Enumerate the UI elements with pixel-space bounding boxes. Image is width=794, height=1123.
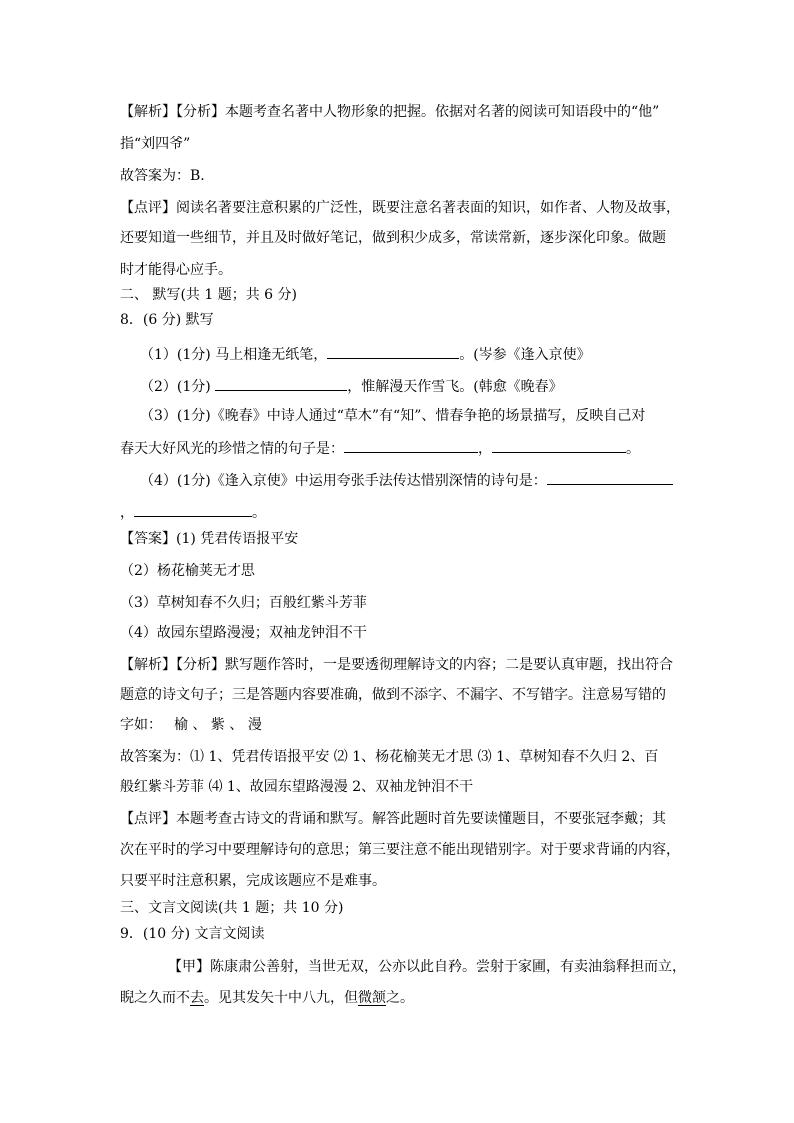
passage-part-2: 。见其发矢十中八九，但	[204, 990, 358, 1006]
question-8-item-3-line-1: （3）(1分)《晚春》中诗人通过“草木”有“知”、惜春争艳的场景描写，反映自己对	[140, 408, 646, 424]
underlined-word-qu: 去	[190, 990, 204, 1006]
question-9-title: 9．(10 分) 文言文阅读	[120, 926, 265, 942]
answer-7-label: 故答案为：	[120, 168, 190, 184]
item-1-blank[interactable]	[327, 342, 459, 359]
item-4-blank-1[interactable]	[547, 468, 673, 485]
question-8-item-4-line-1	[140, 468, 673, 491]
comment-8-line-3: 只要平时注意积累，完成该题应不是难事。	[120, 873, 386, 889]
answer-7	[120, 166, 205, 186]
item-4-prefix: （4）(1分)《逢入京使》中运用夸张手法传达惜别深情的诗句是：	[140, 473, 547, 489]
item-3-blank-2[interactable]	[492, 436, 626, 453]
answer-8-line-2: （2）杨花榆荚无才思	[120, 563, 255, 579]
item-4-blank-2[interactable]	[134, 500, 252, 517]
answer-summary-8-line-1: 故答案为：⑴ 1、凭君传语报平安 ⑵ 1、杨花榆荚无才思 ⑶ 1、草树知春不久归 2、百	[120, 749, 659, 765]
analysis-8-line-1: 【解析】【分析】默写题作答时，一是要透彻理解诗文的内容；二是要认真审题，找出符合	[120, 657, 673, 673]
passage-part-3: 之。	[386, 990, 414, 1006]
item-4-suffix: 。	[252, 505, 266, 521]
question-8-item-2	[140, 374, 563, 397]
item-3-mid: ，	[478, 441, 492, 457]
easy-word-1: 榆	[174, 717, 188, 733]
question-8-title: 8．(6 分) 默写	[120, 312, 214, 328]
comment-7-line-2: 还要知道一些细节，并且及时做好笔记，做到积少成多，常读常新，逐步深化印象。做题	[120, 230, 666, 246]
easy-words-prefix: 字如：	[120, 717, 162, 733]
item-1-suffix: 。(岑参《逢入京使》	[459, 347, 591, 363]
comment-8-line-2: 次在平时的学习中要理解诗句的意思；第三要注意不能出现错别字。对于要求背诵的内容，	[120, 842, 680, 858]
analysis-8-line-3	[120, 715, 262, 735]
item-2-prefix: （2）(1分)	[140, 379, 216, 395]
question-8-item-4-line-2	[120, 500, 266, 523]
section-3-heading: 三、文言文阅读(共 1 题；共 10 分)	[120, 900, 344, 916]
question-8-item-1	[140, 342, 591, 365]
easy-word-sep-2: 、	[224, 717, 248, 733]
answer-8-line-3: （3）草树知春不久归；百般红紫斗芳菲	[120, 595, 367, 611]
answer-7-value: B.	[190, 168, 205, 184]
item-3-suffix: 。	[626, 441, 640, 457]
passage-part-1: 睨之久而不	[120, 990, 190, 1006]
section-2-heading: 二、 默写(共 1 题；共 6 分)	[120, 287, 297, 303]
comment-7-line-1: 【点评】阅读名著要注意积累的广泛性，既要注意名著表面的知识，如作者、人物及故事，	[120, 200, 680, 216]
easy-word-sep-1: 、	[188, 717, 211, 733]
item-4-line2-prefix: ，	[120, 505, 134, 521]
easy-word-3: 漫	[247, 717, 262, 733]
comment-8-line-1: 【点评】本题考查古诗文的背诵和默写。解答此题时首先要读懂题目，不要张冠李戴；其	[120, 811, 666, 827]
answer-8-line-4: （4）故园东望路漫漫；双袖龙钟泪不干	[120, 625, 367, 641]
comment-7-line-3: 时才能得心应手。	[120, 262, 232, 278]
item-1-prefix: （1）(1分) 马上相逢无纸笔，	[140, 347, 328, 363]
analysis-7-line-1: 【解析】【分析】本题考查名著中人物形象的把握。依据对名著的阅读可知语段中的“他”	[120, 104, 660, 120]
analysis-8-line-2: 题意的诗文句子；三是答题内容要准确，做到不添字、不漏字、不写错字。注意易写错的	[120, 687, 666, 703]
item-3-blank-1[interactable]	[344, 436, 478, 453]
item-2-blank[interactable]	[215, 374, 347, 391]
underlined-word-weihan: 微颔	[358, 990, 386, 1006]
question-8-item-3-line-2	[120, 436, 640, 459]
passage-line-2	[120, 988, 414, 1008]
passage-line-1: 【甲】陈康肃公善射，当世无双，公亦以此自矜。尝射于家圃，有卖油翁释担而立，	[168, 959, 686, 975]
analysis-7-line-2: 指“刘四爷”	[120, 136, 191, 152]
answer-summary-8-line-2: 般红紫斗芳菲 ⑷ 1、故园东望路漫漫 2、双袖龙钟泪不干	[120, 779, 474, 795]
easy-word-2: 紫	[210, 717, 225, 733]
answer-8-line-1: 【答案】(1) 凭君传语报平安	[120, 531, 299, 547]
item-3-prefix: 春天大好风光的珍惜之情的句子是：	[120, 441, 344, 457]
item-2-suffix: ，惟解漫天作雪飞。(韩愈《晚春》	[347, 379, 563, 395]
